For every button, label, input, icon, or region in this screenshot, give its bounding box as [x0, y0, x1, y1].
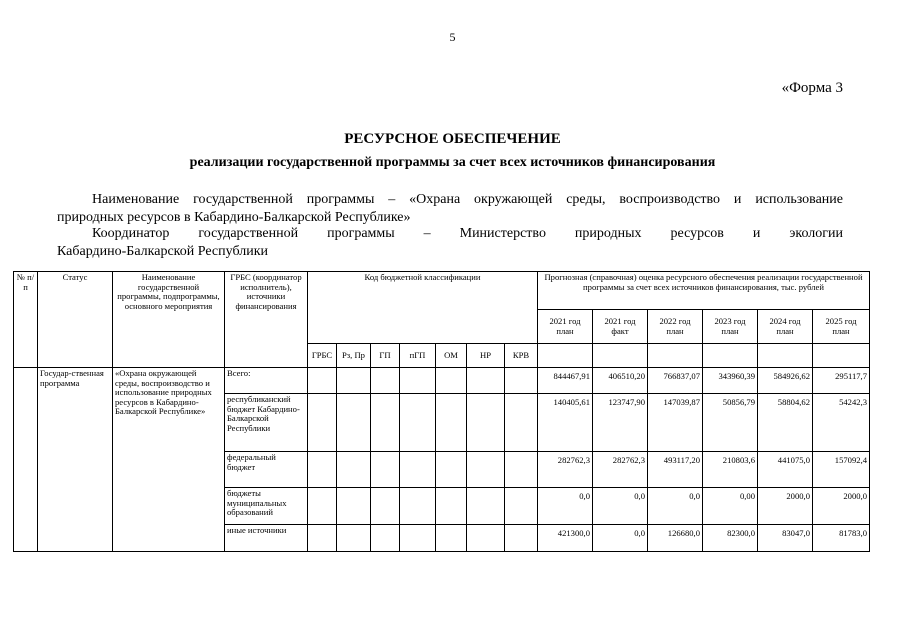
- value-cell: 2000,0: [758, 488, 813, 525]
- source-cell: республиканский бюджет Кабардино-Балкарской Республики: [225, 394, 308, 452]
- header-num: № п/п: [14, 272, 38, 368]
- value-cell: 0,0: [593, 488, 648, 525]
- program-name-line1: Наименование государственной программы – «Охрана окружающей среды, воспроизводство и использование: [92, 192, 843, 207]
- document-subtitle: реализации государственной программы за счет всех источников финансирования: [189, 155, 716, 170]
- document-title: РЕСУРСНОЕ ОБЕСПЕЧЕНИЕ: [344, 131, 561, 147]
- source-cell: бюджеты муниципальных образований: [225, 488, 308, 525]
- value-cell: 58804,62: [758, 394, 813, 452]
- coordinator-paragraph: [57, 225, 843, 261]
- value-cell: 282762,3: [593, 452, 648, 488]
- header-year: 2023 год план: [703, 310, 758, 344]
- value-cell: 83047,0: [758, 525, 813, 552]
- value-cell: 50856,79: [703, 394, 758, 452]
- value-cell: 157092,4: [813, 452, 870, 488]
- value-cell: 844467,91: [538, 368, 593, 394]
- header-code-krv: КРВ: [505, 344, 538, 368]
- source-cell: иные источники: [225, 525, 308, 552]
- header-code-grbs: ГРБС: [308, 344, 337, 368]
- program-title: «Охрана окружающей среды, воспроизводство и использование природных ресурсов в Кабардино-Балкарской Республике»: [113, 368, 225, 552]
- value-cell: 140405,61: [538, 394, 593, 452]
- header-estimate: Прогнозная (справочная) оценка ресурсного обеспечения реализации государственной программы за счет всех источников финансирования, тыс. рублей: [538, 272, 870, 310]
- header-grbs: ГРБС (координатор исполнитель), источники финансирования: [225, 272, 308, 368]
- value-cell: 54242,3: [813, 394, 870, 452]
- resource-table: [13, 271, 870, 552]
- header-budget-code: Код бюджетной классификации: [308, 272, 538, 344]
- table-row: [14, 368, 870, 394]
- value-cell: 406510,20: [593, 368, 648, 394]
- value-cell: 81783,0: [813, 525, 870, 552]
- program-num: [14, 368, 38, 552]
- header-code-om: ОМ: [436, 344, 467, 368]
- value-cell: 343960,39: [703, 368, 758, 394]
- value-cell: 441075,0: [758, 452, 813, 488]
- program-name-paragraph: [57, 191, 843, 227]
- source-cell: Всего:: [225, 368, 308, 394]
- value-cell: 766837,07: [648, 368, 703, 394]
- page-number: 5: [449, 30, 456, 44]
- value-cell: 147039,87: [648, 394, 703, 452]
- header-year: 2025 год план: [813, 310, 870, 344]
- value-cell: 126680,0: [648, 525, 703, 552]
- header-name: Наименование государственной программы, подпрограммы, основного мероприятия: [113, 272, 225, 368]
- value-cell: 493117,20: [648, 452, 703, 488]
- header-code-nr: НР: [467, 344, 505, 368]
- program-status: Государ-ственная программа: [38, 368, 113, 552]
- value-cell: 584926,62: [758, 368, 813, 394]
- header-year: 2024 год план: [758, 310, 813, 344]
- source-cell: федеральный бюджет: [225, 452, 308, 488]
- value-cell: 421300,0: [538, 525, 593, 552]
- program-name-line2: природных ресурсов в Кабардино-Балкарской Республике»: [57, 210, 411, 225]
- header-code-pgp: пГП: [400, 344, 436, 368]
- value-cell: 210803,6: [703, 452, 758, 488]
- header-code-gp: ГП: [371, 344, 400, 368]
- header-year: 2021 год факт: [593, 310, 648, 344]
- value-cell: 0,0: [593, 525, 648, 552]
- header-code-rzpr: Рз, Пр: [337, 344, 371, 368]
- value-cell: 0,0: [538, 488, 593, 525]
- value-cell: 295117,7: [813, 368, 870, 394]
- header-status: Статус: [38, 272, 113, 368]
- value-cell: 82300,0: [703, 525, 758, 552]
- value-cell: 282762,3: [538, 452, 593, 488]
- header-year: 2021 год план: [538, 310, 593, 344]
- value-cell: 2000,0: [813, 488, 870, 525]
- header-year: 2022 год план: [648, 310, 703, 344]
- coordinator-line2: Кабардино-Балкарской Республики: [57, 244, 268, 259]
- value-cell: 0,00: [703, 488, 758, 525]
- coordinator-line1: Координатор государственной программы – Министерство природных ресурсов и экологии: [92, 226, 843, 241]
- value-cell: 123747,90: [593, 394, 648, 452]
- value-cell: 0,0: [648, 488, 703, 525]
- form-label: «Форма 3: [781, 80, 843, 96]
